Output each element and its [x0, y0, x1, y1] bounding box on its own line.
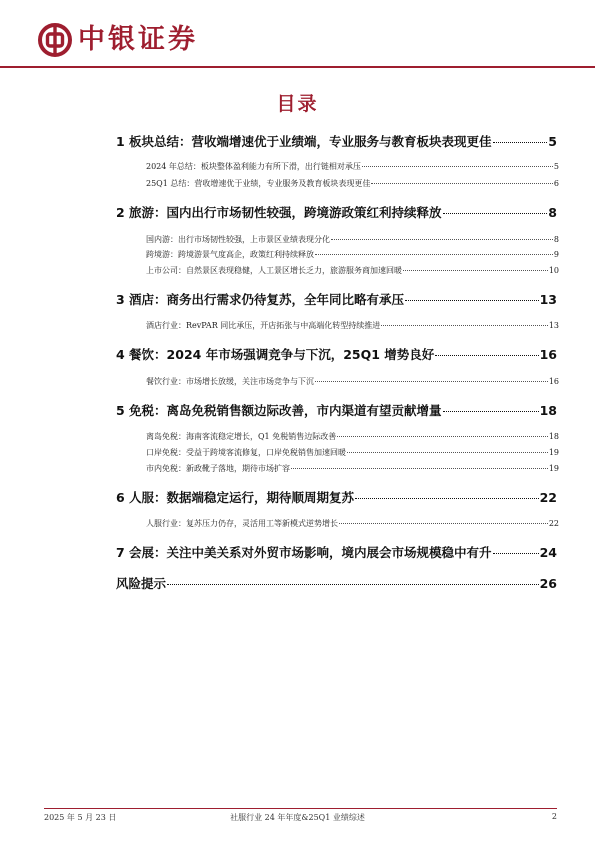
toc-label: 2 旅游：国内出行市场韧性较强，跨境游政策红利持续释放: [116, 205, 442, 220]
toc-label: 市内免税：新政靴子落地，期待市场扩容: [146, 464, 290, 473]
dot-leader: [443, 411, 539, 412]
toc-label: 7 会展：关注中美关系对外贸市场影响，境内展会市场规模稳中有升: [116, 545, 492, 560]
toc-label: 2024 年总结：板块整体盈利能力有所下滑，出行链相对承压: [146, 162, 361, 171]
dot-leader: [337, 436, 548, 437]
toc-label: 上市公司：自然景区表现稳健，人工景区增长乏力，旅游服务商加速回暖: [146, 266, 402, 275]
bank-of-china-logo-icon: [38, 23, 72, 57]
toc-section-2[interactable]: [116, 203, 557, 221]
toc-page: 22: [539, 490, 557, 505]
toc-label: 6 人服：数据端稳定运行，期待顺周期复苏: [116, 490, 355, 505]
dot-leader: [435, 355, 538, 356]
toc-label: 酒店行业：RevPAR 同比承压，开店拓张与中高端化转型持续推进: [146, 321, 381, 330]
toc-subsection-1-1[interactable]: [146, 161, 559, 172]
toc-page: 5: [548, 134, 557, 149]
toc-label: 4 餐饮：2024 年市场强调竞争与下沉，25Q1 增势良好: [116, 347, 435, 362]
toc-subsection-2-3[interactable]: [146, 265, 559, 276]
dot-leader: [371, 183, 553, 184]
footer-date: 2025 年 5 月 23 日: [44, 813, 117, 822]
toc-title: 目录: [276, 93, 319, 115]
dot-leader: [315, 381, 548, 382]
footer-report-title: 社服行业 24 年年度&25Q1 业绩综述: [230, 813, 365, 822]
toc-page: 24: [539, 545, 557, 560]
toc-page: 16: [539, 347, 557, 362]
toc-label: 风险提示: [116, 576, 167, 591]
dot-leader: [291, 468, 548, 469]
toc-label: 25Q1 总结：营收增速优于业绩，专业服务及教育板块表现更佳: [146, 179, 371, 188]
toc-page: 6: [553, 179, 559, 188]
dot-leader: [362, 166, 553, 167]
dot-leader: [331, 239, 553, 240]
toc-page: 22: [548, 519, 559, 528]
dot-leader: [347, 452, 548, 453]
toc-risk-warning[interactable]: [116, 574, 557, 592]
toc-label: 餐饮行业：市场增长放缓，关注市场竞争与下沉: [146, 377, 314, 386]
toc-page: 19: [548, 448, 559, 457]
toc-page: 10: [548, 266, 559, 275]
dot-leader: [381, 325, 548, 326]
toc-label: 人服行业：复苏压力仍存，灵活用工等新模式逆势增长: [146, 519, 338, 528]
toc-page: 18: [539, 403, 557, 418]
toc-page: 13: [548, 321, 559, 330]
toc-subsection-4-1[interactable]: [146, 376, 559, 387]
toc-subsection-3-1[interactable]: [146, 320, 559, 331]
toc-label: 离岛免税：海南客流稳定增长，Q1 免税销售边际改善: [146, 432, 337, 441]
toc-label: 1 板块总结：营收端增速优于业绩端，专业服务与教育板块表现更佳: [116, 134, 492, 149]
header: [38, 20, 198, 60]
toc-page: 16: [548, 377, 559, 386]
toc-section-6[interactable]: [116, 488, 557, 506]
toc-page: 26: [539, 576, 557, 591]
toc-page: 8: [553, 235, 559, 244]
toc-subsection-6-1[interactable]: [146, 518, 559, 529]
dot-leader: [493, 553, 539, 554]
dot-leader: [403, 270, 548, 271]
dot-leader: [339, 523, 548, 524]
toc-subsection-2-2[interactable]: [146, 249, 559, 260]
dot-leader: [355, 498, 539, 499]
toc-page: 9: [553, 250, 559, 259]
toc-section-1[interactable]: [116, 132, 557, 150]
toc-page: 19: [548, 464, 559, 473]
toc-section-5[interactable]: [116, 401, 557, 419]
toc-subsection-5-1[interactable]: [146, 431, 559, 442]
toc-section-7[interactable]: [116, 543, 557, 561]
toc-section-3[interactable]: [116, 290, 557, 308]
toc-label: 跨境游：跨境游景气度高企，政策红利持续释放: [146, 250, 314, 259]
dot-leader: [443, 213, 548, 214]
toc-section-4[interactable]: [116, 345, 557, 363]
toc-subsection-1-2[interactable]: [146, 178, 559, 189]
toc-page: 13: [539, 292, 557, 307]
dot-leader: [315, 254, 553, 255]
dot-leader: [493, 142, 548, 143]
dot-leader: [167, 584, 539, 585]
toc-page: 5: [553, 162, 559, 171]
toc-subsection-5-2[interactable]: [146, 447, 559, 458]
toc-subsection-5-3[interactable]: [146, 463, 559, 474]
footer-rule: [44, 808, 557, 809]
toc-subsection-2-1[interactable]: [146, 234, 559, 245]
toc-label: 3 酒店：商务出行需求仍待复苏，全年同比略有承压: [116, 292, 405, 307]
toc-label: 国内游：出行市场韧性较强，上市景区业绩表现分化: [146, 235, 330, 244]
toc-label: 口岸免税：受益于跨境客流修复，口岸免税销售加速回暖: [146, 448, 346, 457]
footer-page-number: 2: [551, 812, 557, 821]
brand-name: 中银证券: [78, 24, 198, 55]
header-rule: [0, 66, 595, 68]
toc-page: 18: [548, 432, 559, 441]
toc-page: 8: [548, 205, 557, 220]
dot-leader: [405, 300, 539, 301]
toc-label: 5 免税：离岛免税销售额边际改善，市内渠道有望贡献增量: [116, 403, 442, 418]
